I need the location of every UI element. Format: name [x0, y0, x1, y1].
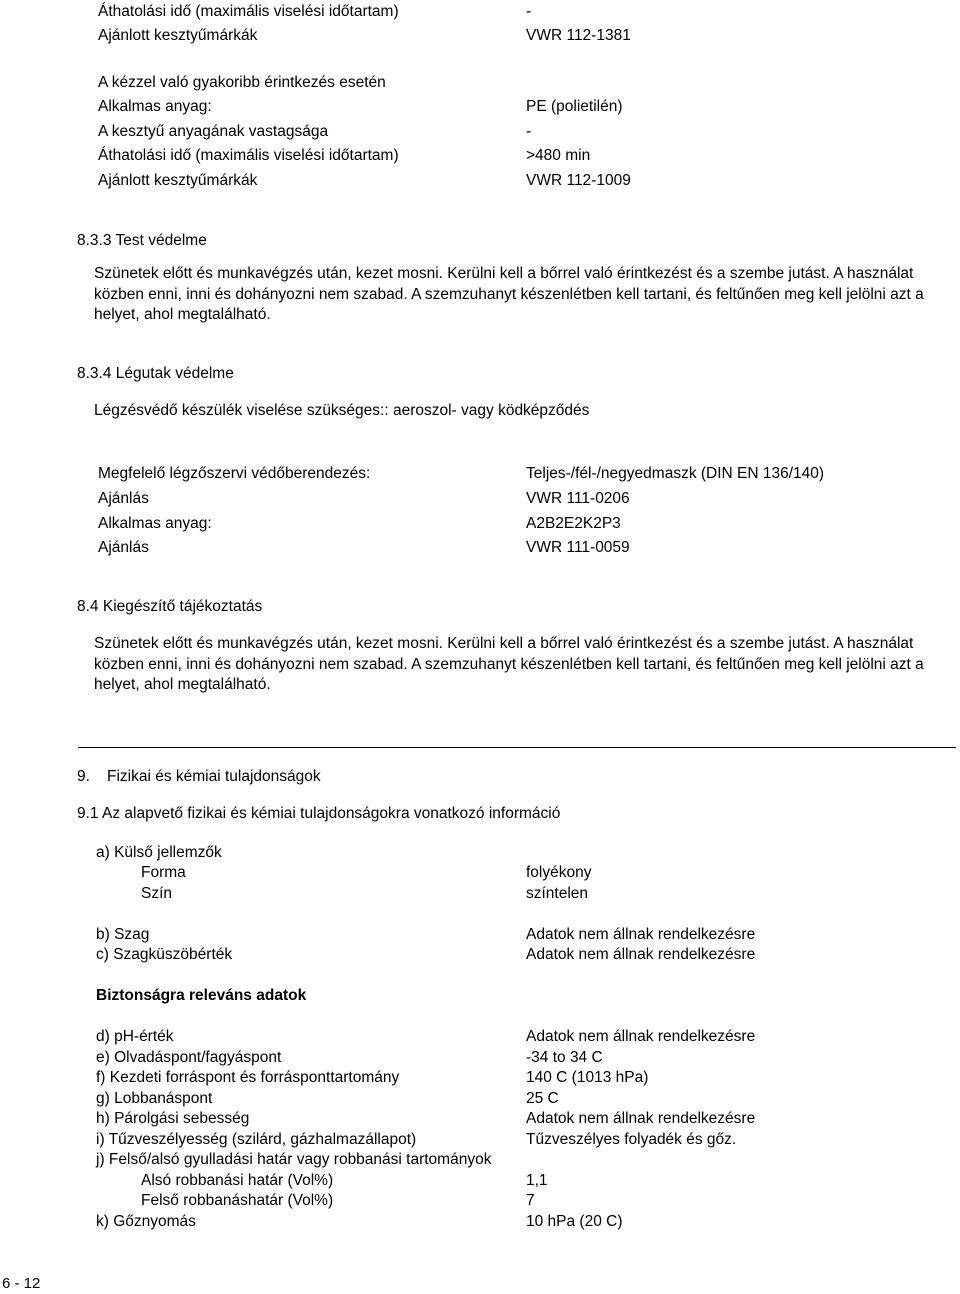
respirator-value-1: Teljes-/fél-/negyedmaszk (DIN EN 136/140) [526, 465, 825, 482]
prop-f-label: f) Kezdeti forráspont és forrásponttartomány [96, 1069, 400, 1086]
prop-g-label: g) Lobbanáspont [96, 1090, 213, 1107]
gloves-b-value-2: - [526, 123, 532, 140]
respirator-label-3: Alkalmas anyag: [98, 515, 212, 532]
prop-szin-label: Szín [141, 885, 173, 902]
gloves-b-value-3: >480 min [526, 147, 591, 164]
section-84-title: 8.4 Kiegészítő tájékoztatás [77, 598, 263, 615]
prop-k-value: 10 hPa (20 C) [526, 1213, 623, 1230]
respirator-label-1: Megfelelő légzőszervi védőberendezés: [98, 465, 371, 482]
prop-a-label: a) Külső jellemzők [96, 844, 222, 861]
prop-g-value: 25 C [526, 1090, 559, 1107]
prop-b-label: b) Szag [96, 926, 150, 943]
section-834-intro: Légzésvédő készülék viselése szükséges:: aeroszol- vagy ködképződés [94, 402, 590, 419]
section-9-title: Fizikai és kémiai tulajdonságok [107, 768, 321, 785]
prop-c-value: Adatok nem állnak rendelkezésre [526, 946, 756, 963]
respirator-value-3: A2B2E2K2P3 [526, 515, 621, 532]
page-number: 6 - 12 [2, 1275, 41, 1292]
section-divider [78, 747, 956, 748]
prop-i-label: i) Tűzveszélyesség (szilárd, gázhalmazállapot) [96, 1131, 417, 1148]
prop-h-label: h) Párolgási sebesség [96, 1110, 250, 1127]
section-833-text: Szünetek előtt és munkavégzés után, kezet mosni. Kerülni kell a bőrrel való érintkezést és a szembe jutást. A használat közben enni, inni és dohányozni nem szabad. A szemzuhanyt készenlétben kell tartani, és feltűnően meg kell jelölni azt a helyet, ahol megtalálható. [94, 265, 924, 323]
gloves-a-value-2: VWR 112-1381 [526, 27, 631, 44]
prop-d-label: d) pH-érték [96, 1028, 174, 1045]
section-834-title: 8.3.4 Légutak védelme [77, 365, 234, 382]
prop-szin-value: színtelen [526, 885, 589, 902]
respirator-value-2: VWR 111-0206 [526, 490, 630, 507]
prop-j2-label: Felső robbanáshatár (Vol%) [141, 1192, 334, 1209]
gloves-b-label-4: Ajánlott kesztyűmárkák [98, 172, 258, 189]
prop-i-value: Tűzveszélyes folyadék és gőz. [526, 1131, 737, 1148]
gloves-b-label-3: Áthatolási idő (maximális viselési időtartam) [98, 147, 399, 164]
gloves-b-value-1: PE (polietilén) [526, 98, 623, 115]
gloves-a-value-1: - [526, 3, 532, 20]
gloves-b-value-4: VWR 112-1009 [526, 172, 631, 189]
gloves-b-label-2: A kesztyű anyagának vastagsága [98, 123, 329, 140]
gloves-b-heading: A kézzel való gyakoribb érintkezés esetén [98, 74, 386, 91]
prop-b-value: Adatok nem állnak rendelkezésre [526, 926, 756, 943]
prop-forma-value: folyékony [526, 864, 592, 881]
prop-j1-label: Alsó robbanási határ (Vol%) [141, 1172, 334, 1189]
prop-h-value: Adatok nem állnak rendelkezésre [526, 1110, 756, 1127]
safety-heading: Biztonságra releváns adatok [96, 987, 307, 1004]
prop-d-value: Adatok nem állnak rendelkezésre [526, 1028, 756, 1045]
respirator-value-4: VWR 111-0059 [526, 539, 630, 556]
section-91-title: 9.1 Az alapvető fizikai és kémiai tulajdonságokra vonatkozó információ [77, 805, 561, 822]
respirator-label-4: Ajánlás [98, 539, 149, 556]
section-833-title: 8.3.3 Test védelme [77, 232, 207, 249]
section-84-text: Szünetek előtt és munkavégzés után, kezet mosni. Kerülni kell a bőrrel való érintkezést és a szembe jutást. A használat közben enni, inni és dohányozni nem szabad. A szemzuhanyt készenlétben kell tartani, és feltűnően meg kell jelölni azt a helyet, ahol megtalálható. [94, 635, 924, 693]
prop-k-label: k) Gőznyomás [96, 1213, 196, 1230]
prop-f-value: 140 C (1013 hPa) [526, 1069, 649, 1086]
prop-forma-label: Forma [141, 864, 186, 881]
prop-j-label: j) Felső/alsó gyulladási határ vagy robbanási tartományok [96, 1151, 492, 1168]
prop-j1-value: 1,1 [526, 1172, 548, 1189]
gloves-a-label-2: Ajánlott kesztyűmárkák [98, 27, 258, 44]
prop-e-label: e) Olvadáspont/fagyáspont [96, 1049, 282, 1066]
prop-j2-value: 7 [526, 1192, 535, 1209]
respirator-label-2: Ajánlás [98, 490, 149, 507]
prop-c-label: c) Szagküszöbérték [96, 946, 233, 963]
gloves-a-label-1: Áthatolási idő (maximális viselési időtartam) [98, 3, 399, 20]
gloves-b-label-1: Alkalmas anyag: [98, 98, 212, 115]
section-9-number: 9. [77, 768, 90, 785]
prop-e-value: -34 to 34 C [526, 1049, 603, 1066]
